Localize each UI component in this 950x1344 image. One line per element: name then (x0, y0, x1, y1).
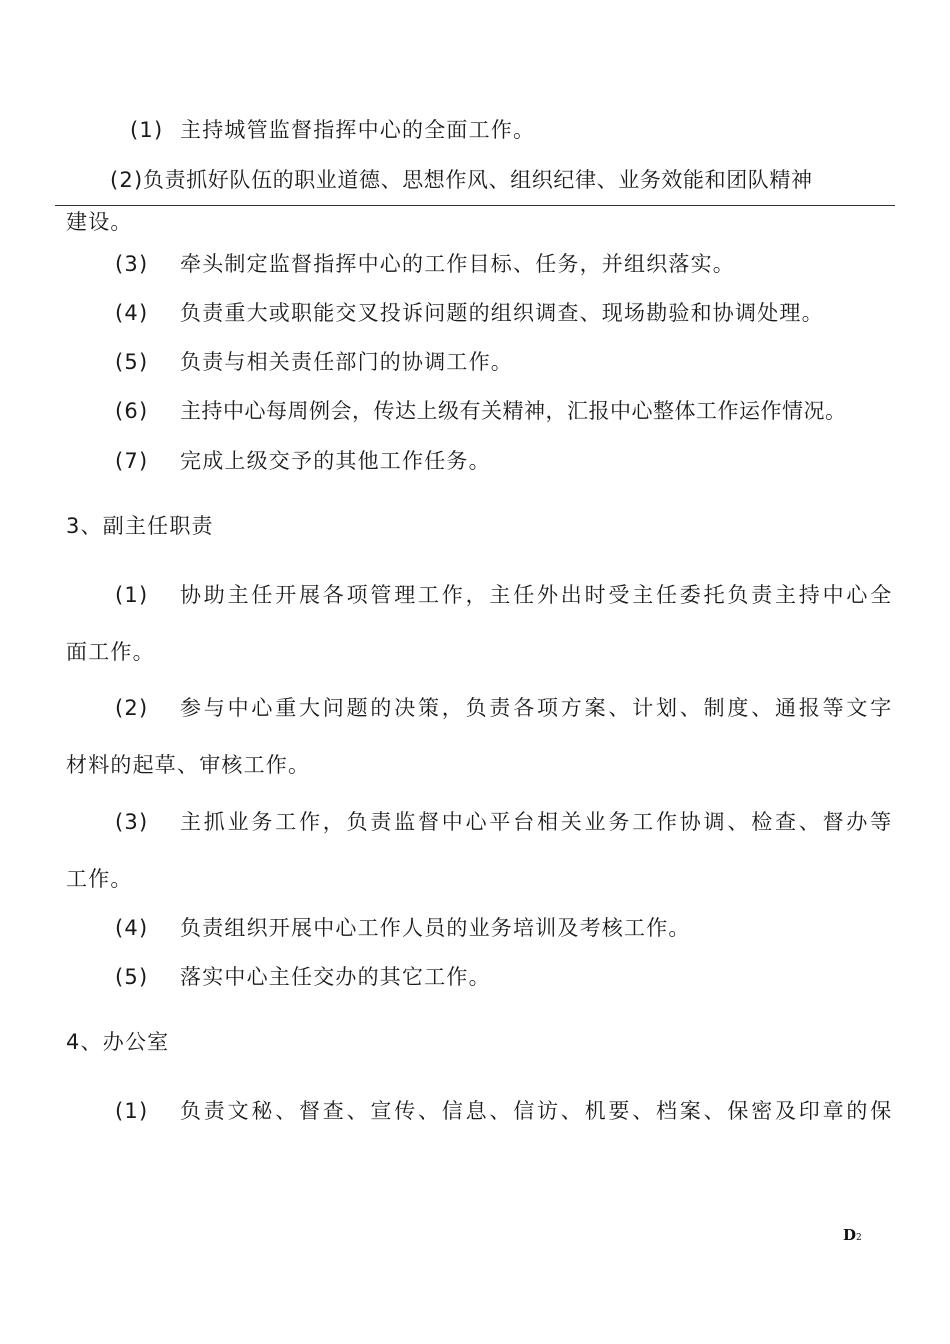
heading-text: 3、副主任职责 (66, 514, 214, 538)
item-text: 建设。 (66, 210, 133, 234)
item-text: 负责与相关责任部门的协调工作。 (180, 350, 513, 374)
item-number: (2) (110, 168, 144, 192)
item-text: 协助主任开展各项管理工作，主任外出时受主任委托负责主持中心全 (180, 583, 894, 607)
item-text: 参与中心重大问题的决策，负责各项方案、计划、制度、通报等文字 (180, 696, 894, 720)
horizontal-rule (55, 205, 895, 206)
item-text: 负责文秘、督查、宣传、信息、信访、机要、档案、保密及印章的保 (180, 1099, 894, 1123)
item-number: (4) (115, 301, 149, 325)
item-number: (1) (115, 1099, 149, 1123)
item-number: (1) (115, 583, 149, 607)
page-number (843, 1226, 862, 1247)
item-text: 主抓业务工作，负责监督中心平台相关业务工作协调、检查、督办等 (180, 810, 894, 834)
item-number: (6) (115, 399, 149, 423)
item-text: 面工作。 (66, 640, 155, 664)
page-digit: 2 (856, 1233, 862, 1243)
item-text: 主持中心每周例会，传达上级有关精神，汇报中心整体工作运作情况。 (180, 399, 847, 423)
item-text: 负责组织开展中心工作人员的业务培训及考核工作。 (180, 916, 691, 940)
item-number: (2) (115, 696, 149, 720)
item-number: (5) (115, 350, 149, 374)
item-number: (7) (115, 449, 149, 473)
heading-text: 4、办公室 (66, 1030, 170, 1054)
item-text: 主持城管监督指挥中心的全面工作。 (180, 118, 536, 142)
item-text: 负责重大或职能交叉投诉问题的组织调查、现场勘验和协调处理。 (180, 301, 824, 325)
item-text: 材料的起草、审核工作。 (66, 753, 311, 777)
item-number: (3) (115, 252, 149, 276)
page-mark: D (843, 1226, 857, 1244)
item-number: (1) (130, 118, 164, 142)
item-number: (5) (115, 965, 149, 989)
item-number: (3) (115, 810, 149, 834)
item-text: 负责抓好队伍的职业道德、思想作风、组织纪律、业务效能和团队精神 (143, 168, 813, 192)
item-text: 落实中心主任交办的其它工作。 (180, 965, 491, 989)
item-text: 牵头制定监督指挥中心的工作目标、任务，并组织落实。 (180, 252, 735, 276)
item-text: 完成上级交予的其他工作任务。 (180, 449, 491, 473)
item-text: 工作。 (66, 867, 133, 891)
item-number: (4) (115, 916, 149, 940)
